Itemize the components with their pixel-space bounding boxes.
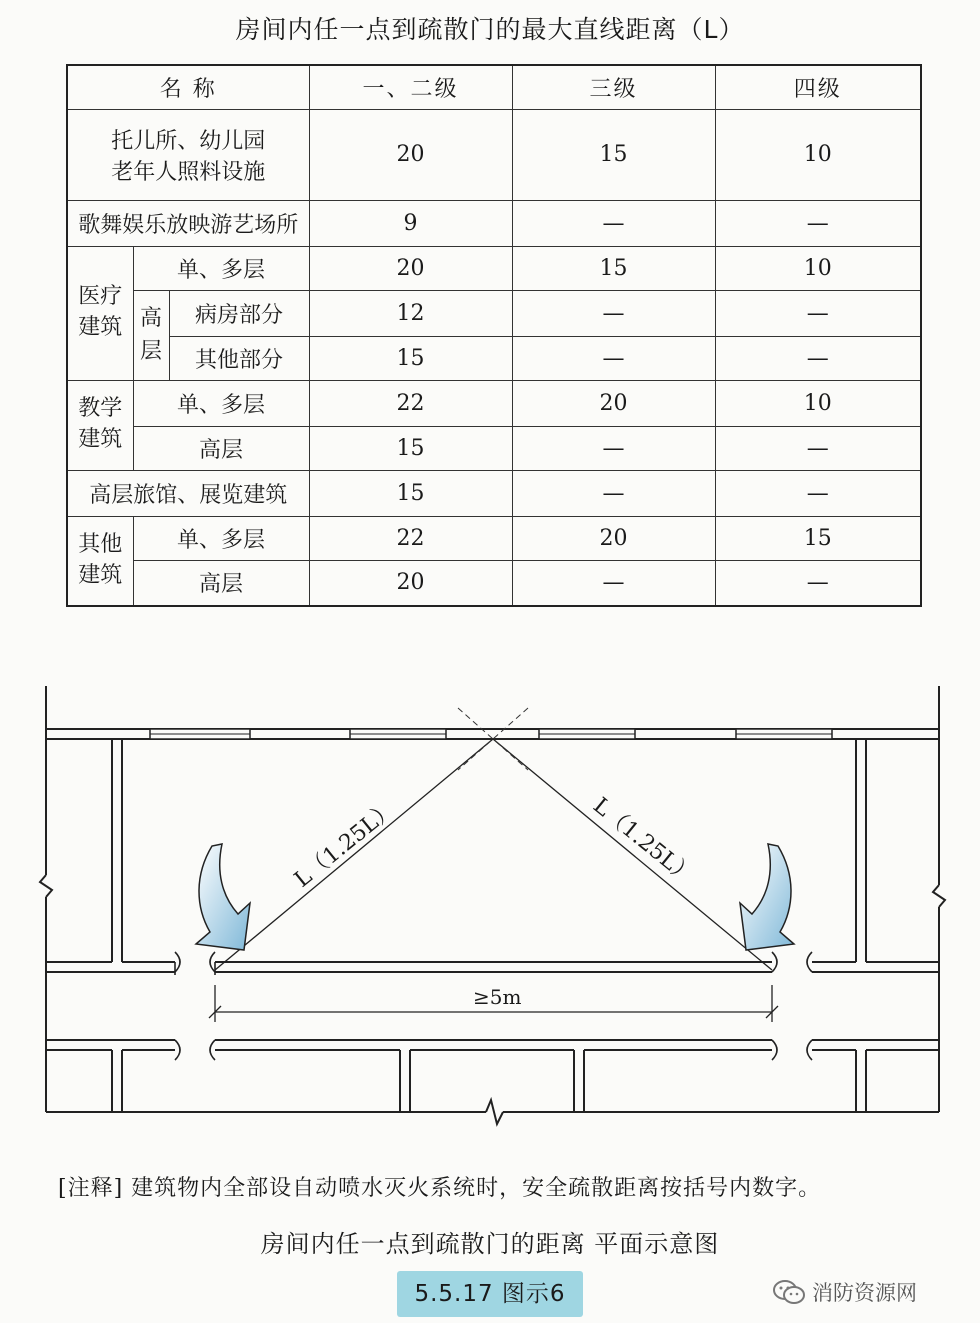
cell: 10: [715, 109, 921, 200]
header-name: 名 称: [67, 65, 309, 109]
cell: —: [512, 426, 715, 470]
wechat-icon: [772, 1279, 806, 1305]
table-header-row: [67, 65, 921, 109]
break-mark: [40, 875, 52, 897]
cell: —: [512, 200, 715, 246]
cell: —: [715, 560, 921, 606]
cell: —: [715, 470, 921, 516]
cell: 10: [715, 246, 921, 290]
cell: 15: [309, 336, 512, 380]
group-label-text: 医疗建筑: [78, 284, 123, 340]
row-label-line: 托儿所、幼儿园: [111, 128, 266, 154]
figure-caption: 房间内任一点到疏散门的距离 平面示意图: [260, 1230, 720, 1258]
row-label: 高层: [133, 426, 309, 470]
right-distance-label: L（1.25L）: [588, 793, 699, 890]
cell: —: [715, 290, 921, 336]
cell: —: [512, 470, 715, 516]
header-grade-3: 三级: [512, 65, 715, 109]
cell: 12: [309, 290, 512, 336]
row-label: 高层: [133, 560, 309, 606]
group-label: [67, 516, 133, 606]
table-row: [67, 560, 921, 606]
cell: —: [715, 426, 921, 470]
table-row: [67, 200, 921, 246]
header-grade-4: 四级: [715, 65, 921, 109]
note: [注释] 建筑物内全部设自动喷水灭火系统时，安全疏散距离按括号内数字。: [58, 1176, 822, 1201]
table-row: [67, 516, 921, 560]
watermark-text: 消防资源网: [812, 1281, 917, 1305]
table-row: [67, 426, 921, 470]
cell: 22: [309, 516, 512, 560]
cell: —: [715, 200, 921, 246]
cell: 15: [309, 470, 512, 516]
cell: 9: [309, 200, 512, 246]
table-row: [67, 336, 921, 380]
cell: 20: [309, 246, 512, 290]
cell: 10: [715, 380, 921, 426]
cell: —: [715, 336, 921, 380]
cell: 22: [309, 380, 512, 426]
arrow-left: [196, 844, 250, 950]
cell: —: [512, 290, 715, 336]
row-label: 歌舞娱乐放映游艺场所: [67, 200, 309, 246]
arrow-right: [740, 844, 794, 950]
row-label: 其他部分: [169, 336, 309, 380]
cell: 20: [512, 516, 715, 560]
cell: —: [512, 560, 715, 606]
left-door: [175, 952, 215, 1060]
cell: 15: [715, 516, 921, 560]
break-mark: [486, 1100, 503, 1124]
group-label-text: 教学建筑: [78, 396, 123, 452]
floor-plan-diagram: [0, 680, 980, 1130]
group-label: [67, 246, 133, 380]
cell: 20: [512, 380, 715, 426]
cell: —: [512, 336, 715, 380]
cell: 15: [512, 246, 715, 290]
watermark: [772, 1272, 917, 1312]
cell: 20: [309, 560, 512, 606]
row-label-line: 老年人照料设施: [111, 159, 266, 185]
row-label: 高层旅馆、展览建筑: [67, 470, 309, 516]
group-label: [67, 380, 133, 470]
distance-line-right: [493, 739, 772, 970]
group-label-text: 其他建筑: [78, 531, 123, 588]
table-row: [67, 246, 921, 290]
subgroup-label-text: 高层: [140, 306, 163, 364]
cell: 15: [309, 426, 512, 470]
left-distance-label: L（1.25L）: [290, 796, 401, 893]
row-label: 单、多层: [133, 380, 309, 426]
distance-line-left: [215, 739, 493, 970]
table-row: [67, 380, 921, 426]
table-row: [67, 470, 921, 516]
row-label: 单、多层: [133, 516, 309, 560]
figure-number-badge: 5.5.17 图示6: [397, 1271, 583, 1317]
break-mark: [933, 885, 945, 907]
subgroup-label: [133, 290, 169, 380]
cell: 20: [309, 109, 512, 200]
table-row: [67, 290, 921, 336]
row-label: [67, 109, 309, 200]
min-distance-label: ≥5m: [473, 985, 522, 1009]
table-row: [67, 109, 921, 200]
page-title: 房间内任一点到疏散门的最大直线距离（L）: [235, 15, 745, 44]
distance-table: [66, 64, 922, 607]
cell: 15: [512, 109, 715, 200]
row-label: 单、多层: [133, 246, 309, 290]
header-grade-1-2: 一、二级: [309, 65, 512, 109]
row-label: 病房部分: [169, 290, 309, 336]
